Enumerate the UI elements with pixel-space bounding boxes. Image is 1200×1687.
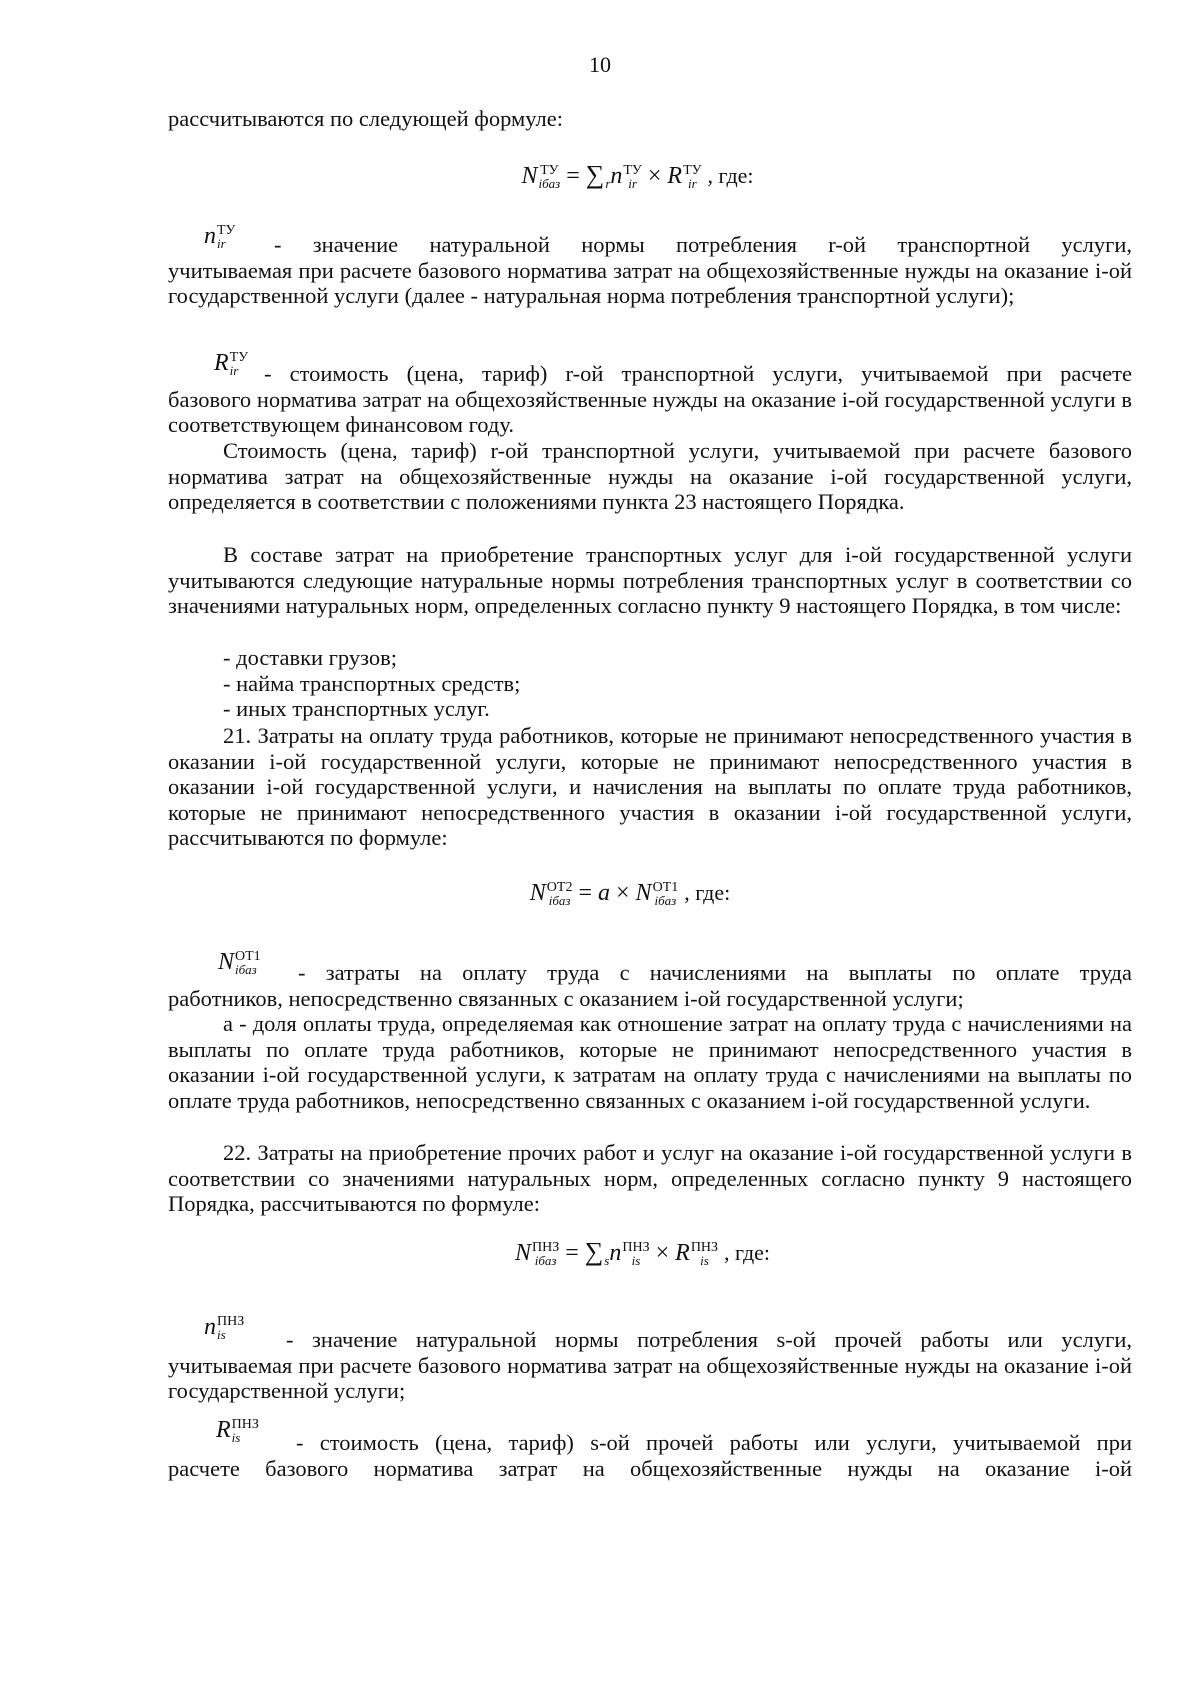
- formula-other-services: N ПНЗ iбаз = ∑ s n ПНЗ is × R ПНЗ is , где:: [514, 1237, 771, 1269]
- symbol-n-pnz: n ПНЗ is: [204, 1314, 245, 1343]
- definition-r-other: R ПНЗ is - стоимость (цена, тариф) s-ой прочей работы или услуги, учитываемой при расчете базового норматива затрат на общехозяйственные нужды на оказание i-ой: [168, 1417, 1132, 1481]
- definition-a-share: а - доля оплаты труда, определяемая как отношение затрат на оплату труда с начислениями на выплаты по оплате труда работников, которые не принимают непосредственного участия в оказании i-ой государственной услуги, к затратам на оплату труда с начислениями на выплаты по оплате труда работников, непосредственно связанных с оказанием i-ой государственной услуги.: [168, 1011, 1132, 1113]
- paragraph-21: 21. Затраты на оплату труда работников, которые не принимают непосредственного участия в оказании i-ой государственной услуги, которые не принимают непосредственного участия в оказании i-ой государственной услуги, и начисления на выплаты по оплате труда работников, которые не принимают непосредственного участия в оказании i-ой государственной услуги, рассчитываются по формуле:: [168, 723, 1132, 850]
- formula-transport: N ТУ iбаз = ∑ r n ТУ ir × R ТУ ir , где:: [521, 160, 754, 192]
- paragraph-22: 22. Затраты на приобретение прочих работ и услуг на оказание i-ой государственной услуги в соответствии со значениями натуральных норм, определенных согласно пункту 9 настоящего Порядка, рассчитываются по формуле:: [168, 1140, 1132, 1216]
- formula-labor: N ОТ2 iбаз = a × N ОТ1 iбаз , где:: [529, 880, 731, 909]
- symbol-r-ty: R ТУ ir: [214, 350, 249, 379]
- definition-n-transport: n ТУ ir - значение натуральной нормы потребления r-ой транспортной услуги, учитываемая при расчете базового норматива затрат на общехозяйственные нужды на оказание i-ой государственной услуги (далее - натуральная норма потребления транспортной услуги);: [168, 223, 1132, 308]
- symbol-n-ot1: N ОТ1 iбаз: [218, 949, 261, 978]
- definition-r-transport: R ТУ ir - стоимость (цена, тариф) r-ой транспортной услуги, учитываемой при расчете базового норматива затрат на общехозяйственные нужды на оказание i-ой государственной услуги в соответствующем финансовом году.: [168, 350, 1132, 437]
- definition-n-other: n ПНЗ is - значение натуральной нормы потребления s-ой прочей работы или услуги, учитываемая при расчете базового норматива затрат на общехозяйственные нужды на оказание i-ой государственной услуги;: [168, 1314, 1132, 1403]
- intro-line: рассчитываются по следующей формуле:: [168, 106, 563, 131]
- symbol-n-ty: n ТУ ir: [204, 223, 236, 252]
- symbol-r-pnz: R ПНЗ is: [216, 1417, 259, 1446]
- paragraph-cost: Стоимость (цена, тариф) r-ой транспортной услуги, учитываемой при расчете базового норматива затрат на общехозяйственные нужды на оказание i-ой государственной услуги, определяется в соответствии с положениями пункта 23 настоящего Порядка.: [168, 438, 1132, 514]
- paragraph-transport-norms: В составе затрат на приобретение транспортных услуг для i-ой государственной услуги учитываются следующие натуральные нормы потребления транспортных услуг в соответствии со значениями натуральных норм, определенных согласно пункту 9 настоящего Порядка, в том числе:: [168, 542, 1132, 618]
- list-item: - доставки грузов;: [223, 645, 397, 670]
- page-number: 10: [589, 52, 611, 77]
- definition-n-labor: N ОТ1 iбаз - затраты на оплату труда с начислениями на выплаты по оплате труда работников, непосредственно связанных с оказанием i-ой государственной услуги;: [168, 949, 1132, 1011]
- list-item: - иных транспортных услуг.: [223, 696, 490, 721]
- list-item: - найма транспортных средств;: [223, 670, 521, 696]
- transport-list: [168, 645, 1132, 722]
